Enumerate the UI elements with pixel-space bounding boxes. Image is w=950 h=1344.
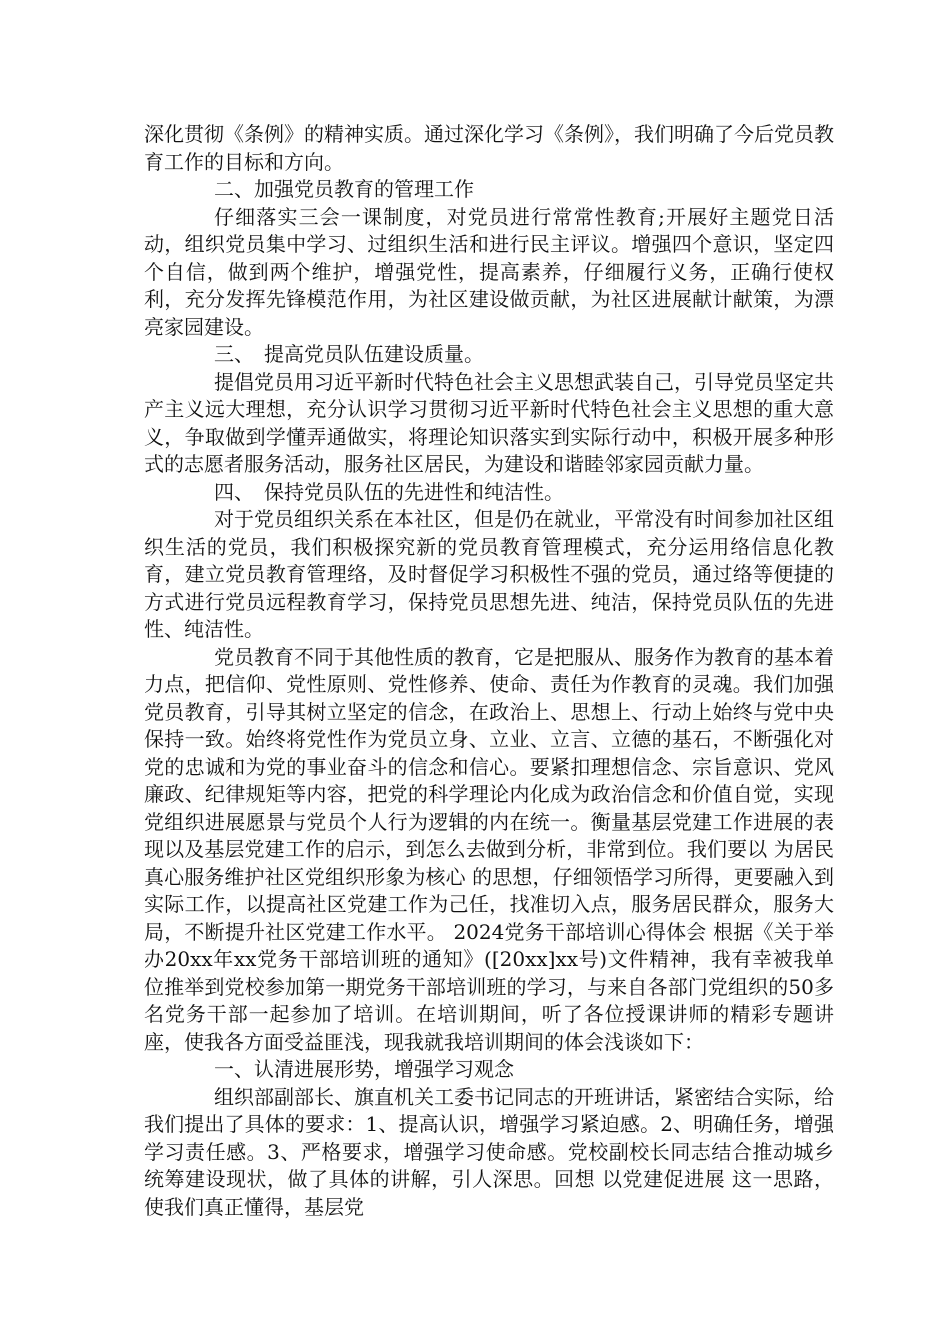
paragraph: 党员教育不同于其他性质的教育，它是把服从、服务作为教育的基本着力点，把信仰、党性原则、党性修养、使命、责任为作教育的灵魂。我们加强党员教育，引导其树立坚定的信念，在政治上、思想上、行动上始终与党中央保持一致。始终将党性作为党员立身、立业、立言、立德的基石，不断强化对党的忠诚和为党的事业奋斗的信念和信心。要紧扣理想信念、宗旨意识、党风廉政、纪律规矩等内容，把党的科学理论内化成为政治信念和价值自觉，实现党组织进展愿景与党员个人行为逻辑的内在统一。衡量基层党建工作进展的表现以及基层党建工作的启示，到怎么去做到分析，非常到位。我们要以 为居民真心服务维护社区党组织形象为核心 的思想，仔细领悟学习所得，更要融入到实际工作，以提高社区党建工作为己任，找准切入点，服务居民群众，服务大局，不断提升社区党建工作水平。 2024党务干部培训心得体会 根据《关于举办20xx年xx党务干部培训班的通知》([20xx]xx号)文件精神，我有幸被我单位推举到党校参加第一期党务干部培训班的学习，与来自各部门党组织的50多名党务干部一起参加了培训。在培训期间，听了各位授课讲师的精彩专题讲座，使我各方面受益匪浅，现我就我培训期间的体会浅谈如下： — [144, 644, 834, 1054]
section-heading-3: 三、 提高党员队伍建设质量。 — [214, 342, 484, 366]
document-body — [144, 121, 834, 1221]
paragraph: 仔细落实三会一课制度，对党员进行常常性教育;开展好主题党日活动，组织党员集中学习、过组织生活和进行民主评议。增强四个意识，坚定四个自信，做到两个维护，增强党性，提高素养，仔细履行义务，正确行使权利，充分发挥先锋模范作用，为社区建设做贡献，为社区进展献计献策，为漂亮家园建设。 — [144, 204, 834, 339]
paragraph: 组织部副部长、旗直机关工委书记同志的开班讲话，紧密结合实际，给我们提出了具体的要求：1、提高认识，增强学习紧迫感。2、明确任务，增强学习责任感。3、严格要求，增强学习使命感。党校副校长同志结合推动城乡统筹建设现状，做了具体的讲解，引人深思。回想 以党建促进展 这一思路，使我们真正懂得，基层党 — [144, 1084, 834, 1219]
paragraph-continued: 深化贯彻《条例》的精神实质。通过深化学习《条例》，我们明确了今后党员教育工作的目标和方向。 — [144, 122, 834, 174]
section-heading-1: 一、认清进展形势，增强学习观念 — [214, 1057, 514, 1081]
paragraph: 对于党员组织关系在本社区，但是仍在就业，平常没有时间参加社区组织生活的党员，我们积极探究新的党员教育管理模式，充分运用络信息化教育，建立党员教育管理络，及时督促学习积极性不强的党员，通过络等便捷的方式进行党员远程教育学习，保持党员思想先进、纯洁，保持党员队伍的先进性、纯洁性。 — [144, 507, 834, 641]
section-heading-2: 二、加强党员教育的管理工作 — [214, 177, 474, 201]
paragraph: 提倡党员用习近平新时代特色社会主义思想武装自己，引导党员坚定共产主义远大理想，充分认识学习贯彻习近平新时代特色社会主义思想的重大意义，争取做到学懂弄通做实，将理论知识落实到实际行动中，积极开展多种形式的志愿者服务活动，服务社区居民，为建设和谐睦邻家园贡献力量。 — [144, 369, 834, 476]
section-heading-4: 四、 保持党员队伍的先进性和纯洁性。 — [214, 479, 564, 504]
